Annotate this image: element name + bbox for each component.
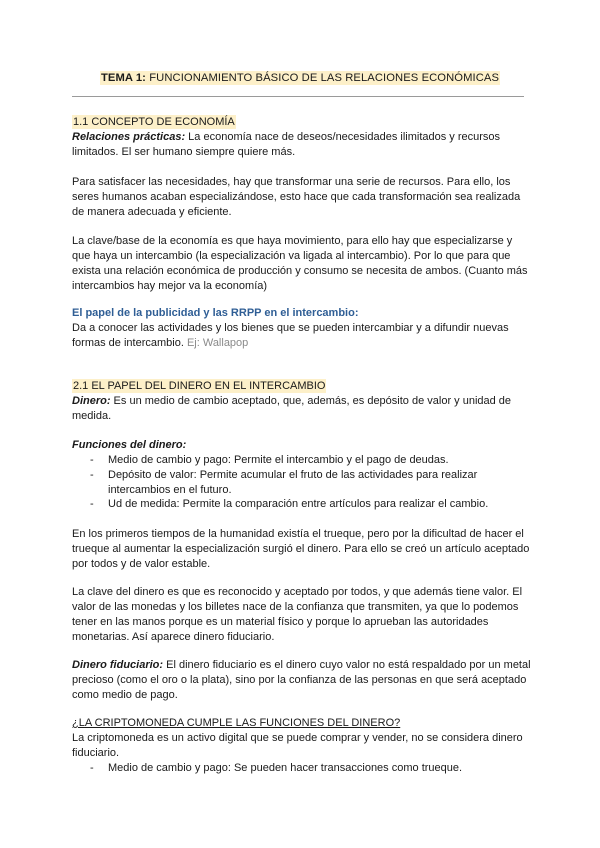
list-item-text: Ud de medida: Permite la comparación entre artículos para realizar el cambio. xyxy=(108,498,489,510)
list-item-text: Medio de cambio y pago: Permite el intercambio y el pago de deudas. xyxy=(108,454,449,466)
title-divider xyxy=(72,96,524,97)
title-bold: TEMA 1: xyxy=(100,72,147,84)
funciones-label: Funciones del dinero: xyxy=(72,439,187,451)
paragraph-dinero xyxy=(72,394,532,424)
paragraph-criptomoneda: La criptomoneda es un activo digital que se puede comprar y vender, no se considera dinero fiduciario. xyxy=(72,732,523,759)
paragraph-fiduciario xyxy=(72,658,532,703)
paragraph-trueque: En los primeros tiempos de la humanidad existía el trueque, pero por la dificultad de hacer el trueque al aumentar la especialización surgió el dinero. Para ello se creó un artículo aceptado por todos y de valor estable. xyxy=(72,528,530,570)
list-item xyxy=(90,497,532,512)
example-text: Ej: Wallapop xyxy=(183,337,249,349)
paragraph-label: Dinero: xyxy=(72,395,111,407)
list-dash: - xyxy=(90,469,94,481)
paragraph-publicidad xyxy=(72,321,532,351)
paragraph-relaciones xyxy=(72,130,532,160)
list-dash: - xyxy=(90,498,94,510)
paragraph-text: La economía nace de deseos/necesidades ilimitados y recursos limitados. El ser humano siempre quiere más. xyxy=(72,131,501,158)
question-heading: ¿LA CRIPTOMONEDA CUMPLE LAS FUNCIONES DEL DINERO? xyxy=(72,717,401,729)
subheading-publicidad: El papel de la publicidad y las RRPP en el intercambio: xyxy=(72,307,359,319)
list-dash: - xyxy=(90,762,94,774)
paragraph-label: Relaciones prácticas: xyxy=(72,131,186,143)
document-title xyxy=(0,72,600,84)
list-dash: - xyxy=(90,454,94,466)
list-item xyxy=(90,761,532,776)
paragraph-text: Da a conocer las actividades y los bienes que se pueden intercambiar y a difundir nuevas formas de intercambio. xyxy=(72,322,509,349)
list-item-text: Depósito de valor: Permite acumular el fruto de las actividades para realizar intercambios en el futuro. xyxy=(108,469,478,496)
paragraph-text: El dinero fiduciario es el dinero cuyo valor no está respaldado por un metal precioso (como el oro o la plata), sino por la confianza de las personas en que será aceptado como medio de pago. xyxy=(72,659,531,701)
paragraph-label: Dinero fiduciario: xyxy=(72,659,164,671)
list-item xyxy=(90,453,532,468)
section-heading-2: 2.1 EL PAPEL DEL DINERO EN EL INTERCAMBIO xyxy=(73,380,326,392)
paragraph-clave: La clave/base de la economía es que haya movimiento, para ello hay que especializarse y que haya un intercambio (la especialización va ligada al intercambio). Por lo que para que exista una relación económica de producción y consumo se necesita de ambos. (Cuanto más intercambios hay mejor va la economía) xyxy=(72,235,528,292)
paragraph-necesidades: Para satisfacer las necesidades, hay que transformar una serie de recursos. Para ello, los seres humanos acaban especializándose, esto hace que cada transformación sea realizada de manera adecuada y eficiente. xyxy=(72,176,521,218)
paragraph-clave-dinero: La clave del dinero es que es reconocido y aceptado por todos, y que además tiene valor. El valor de las monedas y los billetes nace de la confianza que transmiten, ya que lo podemos tener en las manos porque es un material físico y porque lo aprueban las autoridades monetarias. Así aparece dinero fiduciario. xyxy=(72,586,523,643)
title-rest: FUNCIONAMIENTO BÁSICO DE LAS RELACIONES ECONÓMICAS xyxy=(146,72,500,84)
title-highlight xyxy=(100,71,500,85)
paragraph-text: Es un medio de cambio aceptado, que, además, es depósito de valor y unidad de medida. xyxy=(72,395,512,422)
list-item-text: Medio de cambio y pago: Se pueden hacer transacciones como trueque. xyxy=(108,762,463,774)
section-heading-1: 1.1 CONCEPTO DE ECONOMÍA xyxy=(73,116,235,128)
list-item xyxy=(90,468,532,498)
